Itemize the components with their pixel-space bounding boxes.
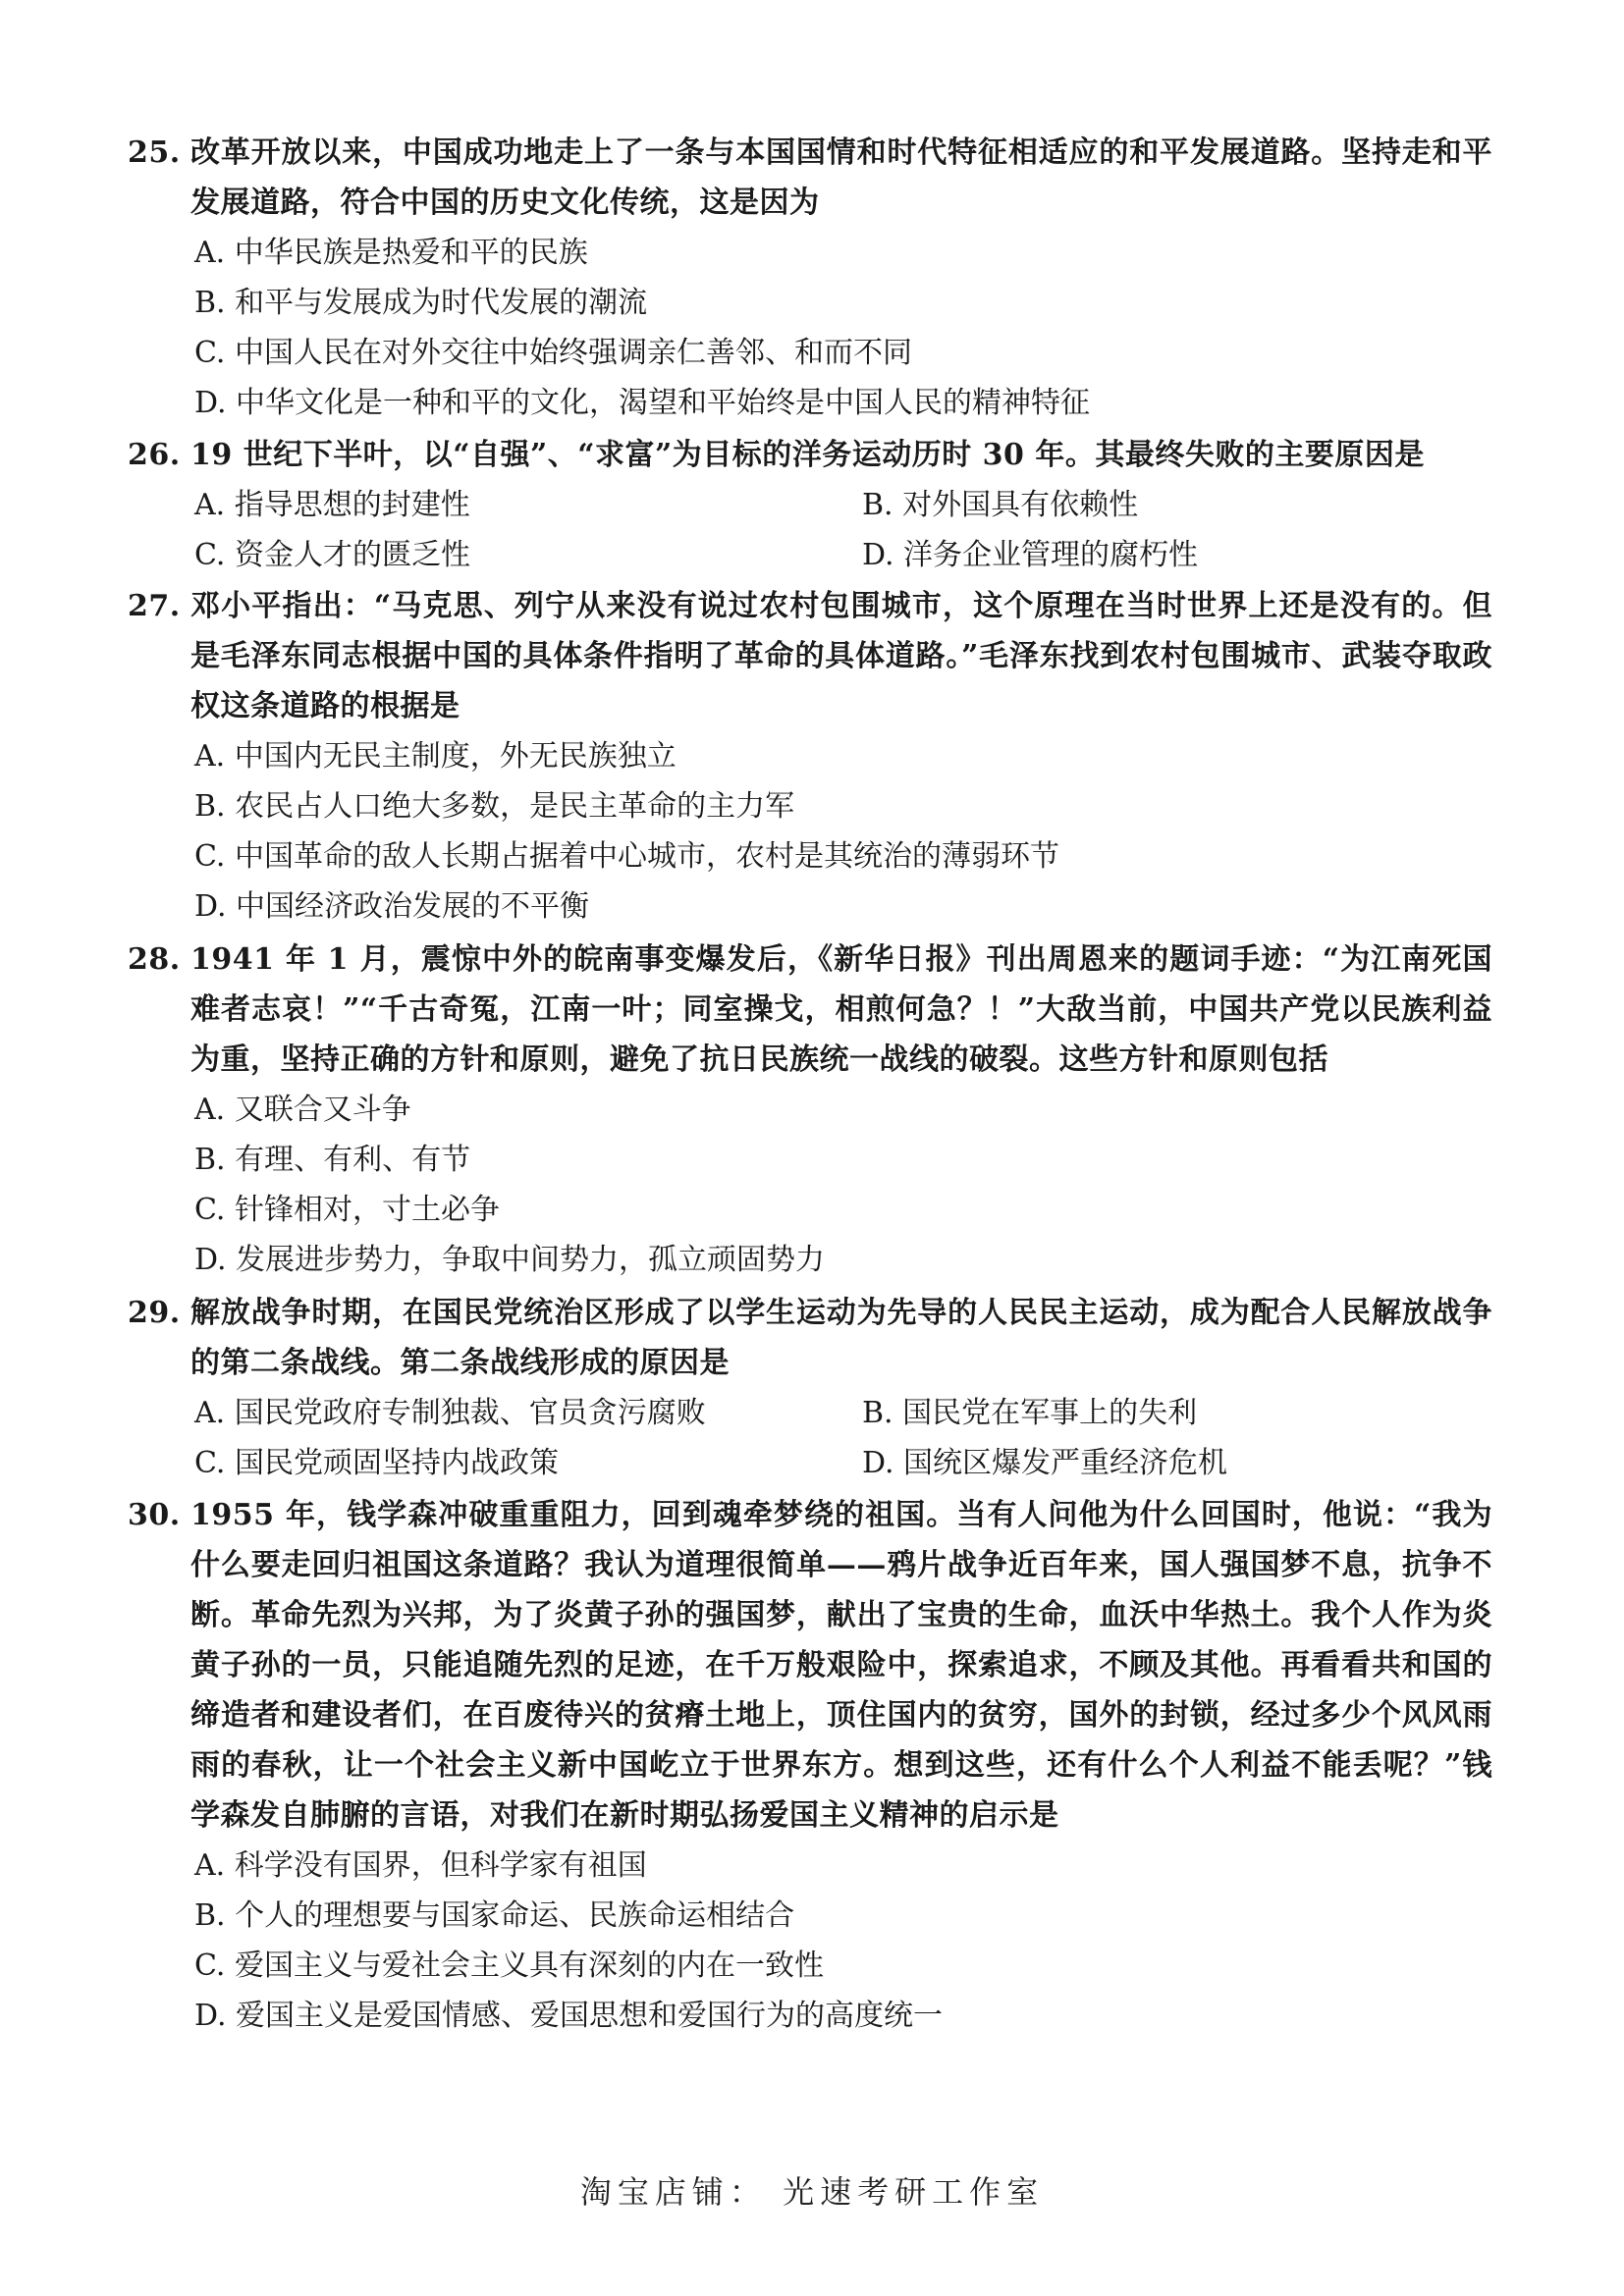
option-c: C. 爱国主义与爱社会主义具有深刻的内在一致性 xyxy=(194,1949,824,1983)
option-d: D. 国统区爆发严重经济危机 xyxy=(862,1446,1228,1480)
question-number: 25. xyxy=(128,135,181,170)
option-list xyxy=(128,1085,1492,1285)
option-b: B. 个人的理想要与国家命运、民族命运相结合 xyxy=(194,1898,795,1933)
question-25 xyxy=(128,128,1492,428)
question-number: 26. xyxy=(128,438,181,472)
question-text: 改革开放以来，中国成功地走上了一条与本国国情和时代特征相适应的和平发展道路。坚持走和平发展道路，符合中国的历史文化传统，这是因为 xyxy=(190,135,1492,220)
question-text: 19 世纪下半叶，以“自强”、“求富”为目标的洋务运动历时 30 年。其最终失败的主要原因是 xyxy=(190,438,1425,472)
question-stem xyxy=(128,934,1492,1085)
question-number: 29. xyxy=(128,1296,181,1330)
question-stem xyxy=(128,1490,1492,1841)
question-stem xyxy=(128,128,1492,228)
option-d: D. 爱国主义是爱国情感、爱国思想和爱国行为的高度统一 xyxy=(194,1999,944,2033)
question-27 xyxy=(128,581,1492,932)
footer-shop-label: 淘宝店铺： 光速考研工作室 xyxy=(579,2173,1045,2211)
option-b: B. 有理、有利、有节 xyxy=(194,1143,471,1177)
option-a: A. 科学没有国界，但科学家有祖国 xyxy=(194,1848,647,1883)
option-c: C. 中国人民在对外交往中始终强调亲仁善邻、和而不同 xyxy=(194,336,912,370)
option-b: B. 和平与发展成为时代发展的潮流 xyxy=(194,286,648,320)
question-text: 1941 年 1 月，震惊中外的皖南事变爆发后，《新华日报》刊出周恩来的题词手迹：“为江南死国难者志哀！”“千古奇冤，江南一叶；同室操戈，相煎何急？！”大敌当前，中国共产党以民族利益为重，坚持正确的方针和原则，避免了抗日民族统一战线的破裂。这些方针和原则包括 xyxy=(190,942,1492,1077)
question-29 xyxy=(128,1288,1492,1488)
question-stem xyxy=(128,581,1492,731)
option-list xyxy=(128,1388,1492,1488)
question-30 xyxy=(128,1490,1492,2041)
option-list xyxy=(128,228,1492,428)
option-a: A. 又联合又斗争 xyxy=(194,1093,411,1127)
option-b: B. 国民党在军事上的失利 xyxy=(862,1396,1198,1430)
question-text: 1955 年，钱学森冲破重重阻力，回到魂牵梦绕的祖国。当有人问他为什么回国时，他说：“我为什么要走回归祖国这条道路？我认为道理很简单——鸦片战争近百年来，国人强国梦不息，抗争不断。革命先烈为兴邦，为了炎黄子孙的强国梦，献出了宝贵的生命，血沃中华热土。我个人作为炎黄子孙的一员，只能追随先烈的足迹，在千万般艰险中，探索追求，不顾及其他。再看看共和国的缔造者和建设者们，在百废待兴的贫瘠土地上，顶住国内的贫穷，国外的封锁，经过多少个风风雨雨的春秋，让一个社会主义新中国屹立于世界东方。想到这些，还有什么个人利益不能丢呢？”钱学森发自肺腑的言语，对我们在新时期弘扬爱国主义精神的启示是 xyxy=(190,1498,1492,1833)
option-d: D. 发展进步势力，争取中间势力，孤立顽固势力 xyxy=(194,1243,826,1277)
option-a: A. 指导思想的封建性 xyxy=(194,488,470,522)
option-c: C. 中国革命的敌人长期占据着中心城市，农村是其统治的薄弱环节 xyxy=(194,839,1059,874)
option-c: C. 资金人才的匮乏性 xyxy=(194,538,470,572)
question-number: 28. xyxy=(128,942,181,977)
option-b: B. 农民占人口绝大多数，是民主革命的主力军 xyxy=(194,789,795,824)
option-a: A. 国民党政府专制独裁、官员贪污腐败 xyxy=(194,1396,706,1430)
option-list xyxy=(128,1841,1492,2041)
option-a: A. 中华民族是热爱和平的民族 xyxy=(194,236,588,270)
option-d: D. 中国经济政治发展的不平衡 xyxy=(194,889,590,924)
question-number: 27. xyxy=(128,589,181,623)
option-c: C. 国民党顽固坚持内战政策 xyxy=(194,1446,559,1480)
option-d: D. 洋务企业管理的腐朽性 xyxy=(862,538,1199,572)
question-stem xyxy=(128,430,1492,480)
option-list xyxy=(128,731,1492,932)
option-c: C. 针锋相对，寸土必争 xyxy=(194,1193,500,1227)
option-d: D. 中华文化是一种和平的文化，渴望和平始终是中国人民的精神特征 xyxy=(194,386,1091,420)
option-b: B. 对外国具有依赖性 xyxy=(862,488,1139,522)
question-text: 邓小平指出：“马克思、列宁从来没有说过农村包围城市，这个原理在当时世界上还是没有的。但是毛泽东同志根据中国的具体条件指明了革命的具体道路。”毛泽东找到农村包围城市、武装夺取政权这条道路的根据是 xyxy=(190,589,1492,723)
option-a: A. 中国内无民主制度，外无民族独立 xyxy=(194,739,677,774)
question-28 xyxy=(128,934,1492,1285)
option-list xyxy=(128,480,1492,580)
question-26 xyxy=(128,430,1492,580)
question-number: 30. xyxy=(128,1498,181,1532)
question-text: 解放战争时期，在国民党统治区形成了以学生运动为先导的人民民主运动，成为配合人民解放战争的第二条战线。第二条战线形成的原因是 xyxy=(190,1296,1492,1380)
question-stem xyxy=(128,1288,1492,1388)
